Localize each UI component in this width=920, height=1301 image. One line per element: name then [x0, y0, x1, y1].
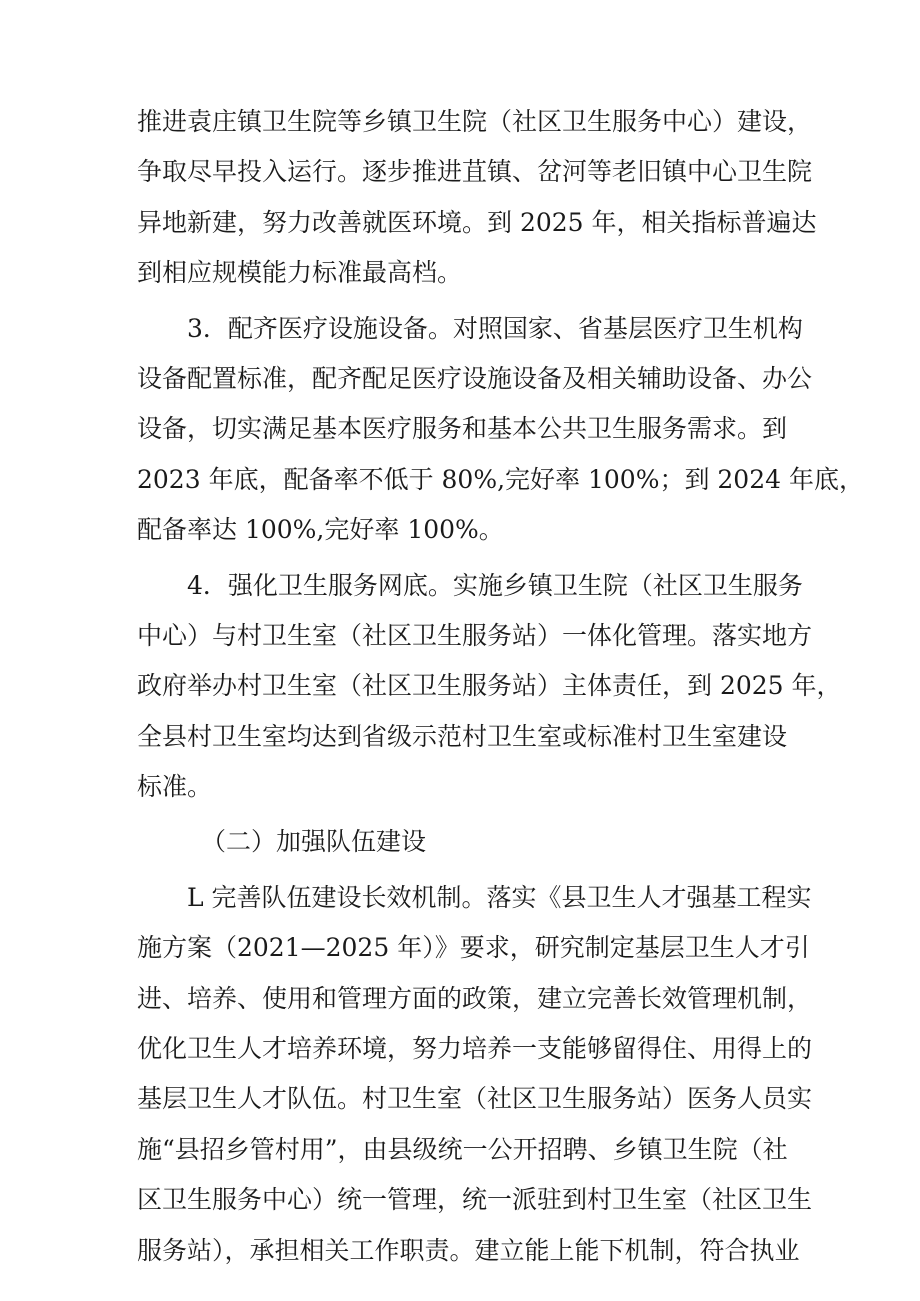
text-line: 政府举办村卫生室（社区卫生服务站）主体责任，到 2025 年，	[137, 671, 842, 701]
document-body	[137, 97, 864, 1276]
text-line: 4．强化卫生服务网底。实施乡镇卫生院（社区卫生服务	[187, 570, 803, 600]
text-line: 争取尽早投入运行。逐步推进苴镇、岔河等老旧镇中心卫生院	[137, 157, 813, 187]
text-line: 2023 年底，配备率不低于 80%,完好率 100%；到 2024 年底，	[137, 464, 864, 494]
text-line: 基层卫生人才队伍。村卫生室（社区卫生服务站）医务人员实	[137, 1084, 813, 1114]
paragraph-team-building	[137, 873, 813, 1276]
text-line: L 完善队伍建设长效机制。落实《县卫生人才强基工程实	[187, 882, 812, 912]
text-line: 中心）与村卫生室（社区卫生服务站）一体化管理。落实地方	[137, 620, 813, 650]
section-heading-text: （二）加强队伍建设	[201, 827, 427, 857]
text-line: 标准。	[137, 772, 213, 802]
text-line: 到相应规模能力标准最高档。	[137, 258, 463, 288]
text-line: 配备率达 100%,完好率 100%。	[137, 515, 504, 545]
text-line: 区卫生服务中心）统一管理，统一派驻到村卫生室（社区卫生	[137, 1185, 813, 1215]
text-line: 施方案（2021—2025 年）》要求，研究制定基层卫生人才引	[137, 933, 810, 963]
text-line: 推进袁庄镇卫生院等乡镇卫生院（社区卫生服务中心）建设，	[137, 107, 813, 136]
section-heading	[137, 817, 802, 867]
text-line: 施“县招乡管村用”，由县级统一公开招聘、乡镇卫生院（社	[137, 1134, 788, 1164]
text-line: 3．配齐医疗设施设备。对照国家、省基层医疗卫生机构	[187, 313, 803, 343]
text-line: 服务站），承担相关工作职责。建立能上能下机制，符合执业	[137, 1235, 800, 1265]
text-line: 设备，切实满足基本医疗服务和基本公共卫生服务需求。到	[137, 414, 788, 444]
paragraph-health-network	[137, 561, 842, 813]
text-line: 设备配置标准，配齐配足医疗设施设备及相关辅助设备、办公	[137, 363, 813, 393]
paragraph-medical-equipment	[137, 304, 864, 556]
text-line: 进、培养、使用和管理方面的政策，建立完善长效管理机制，	[137, 983, 813, 1013]
text-line: 异地新建，努力改善就医环境。到 2025 年，相关指标普遍达	[137, 207, 817, 237]
text-line: 全县村卫生室均达到省级示范村卫生室或标准村卫生室建设	[137, 721, 788, 751]
paragraph-township-hospitals	[137, 97, 817, 299]
text-line: 优化卫生人才培养环境，努力培养一支能够留得住、用得上的	[137, 1034, 813, 1064]
